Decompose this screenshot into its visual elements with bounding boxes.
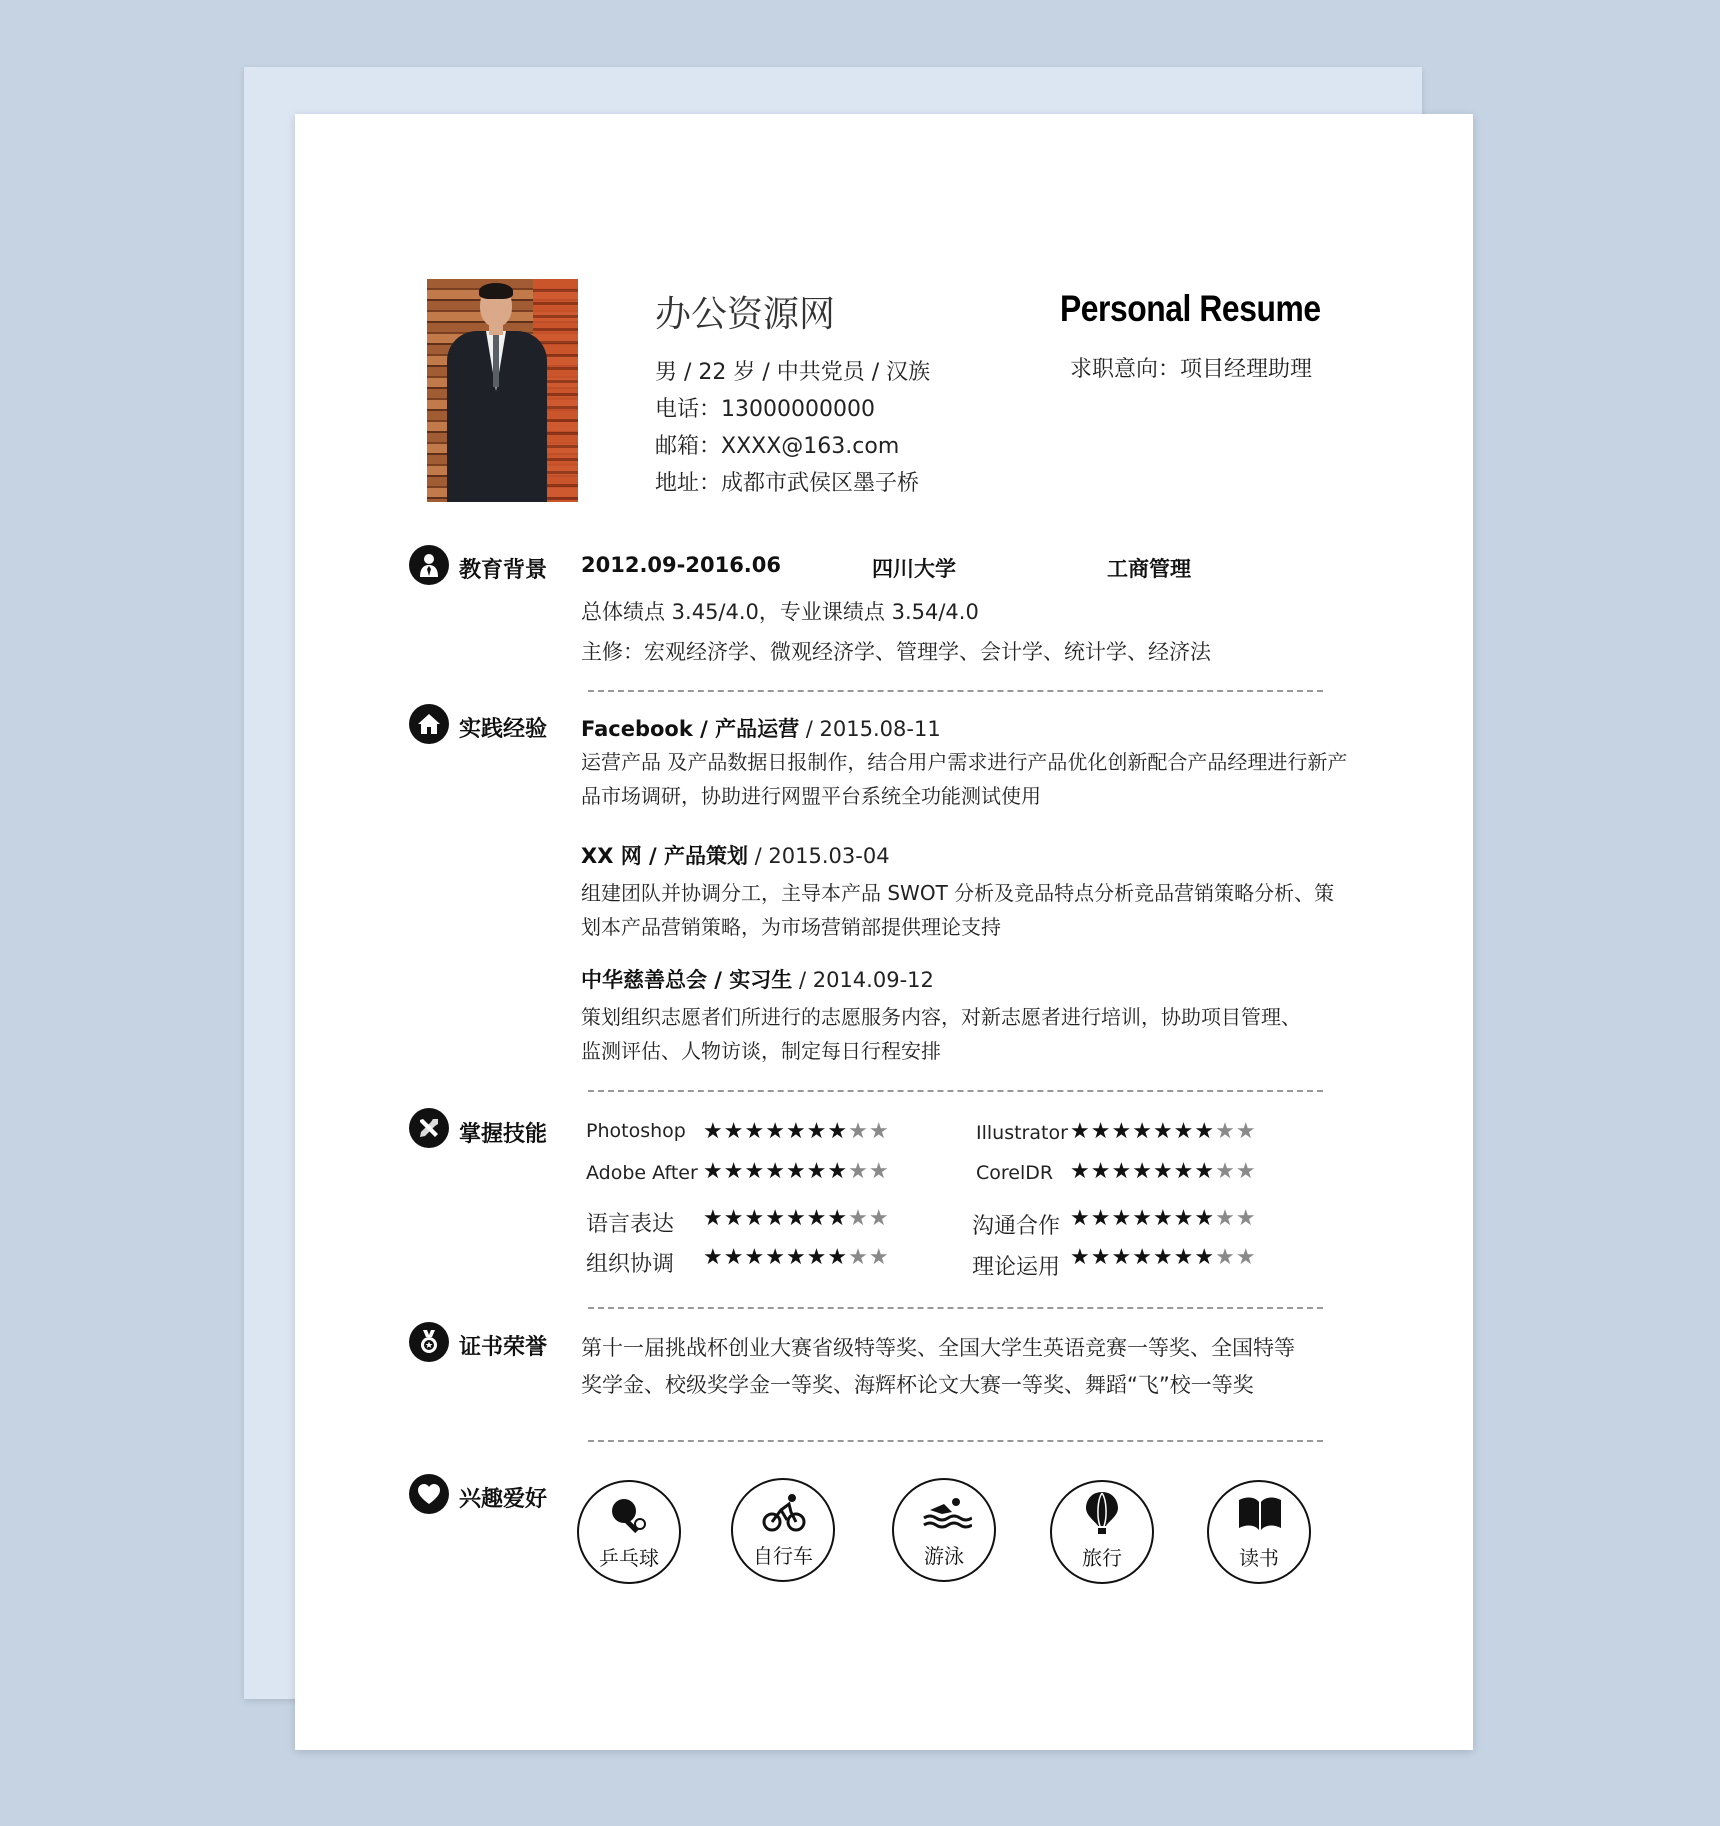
honors-text: 奖学金、校级奖学金一等奖、海辉杯论文大赛一等奖、舞蹈“飞”校一等奖 xyxy=(581,1373,1254,1397)
star-empty-icon: ★ xyxy=(1215,1159,1236,1184)
star-empty-icon: ★ xyxy=(848,1206,869,1231)
star-filled-icon: ★ xyxy=(723,1206,745,1231)
hobby-label: 乒乓球 xyxy=(599,1546,659,1570)
star-filled-icon: ★ xyxy=(1132,1245,1153,1270)
star-empty-icon: ★ xyxy=(1235,1245,1257,1270)
star-filled-icon: ★ xyxy=(765,1245,786,1270)
resume-title: Personal Resume xyxy=(1060,288,1321,329)
star-filled-icon: ★ xyxy=(1152,1119,1174,1144)
star-filled-icon: ★ xyxy=(744,1245,766,1270)
star-filled-icon: ★ xyxy=(785,1119,807,1144)
star-filled-icon: ★ xyxy=(703,1159,724,1184)
education-period: 2012.09-2016.06 xyxy=(581,553,782,577)
star-empty-icon: ★ xyxy=(848,1119,869,1144)
skill-rating xyxy=(1070,1206,1257,1231)
star-empty-icon: ★ xyxy=(868,1119,890,1144)
skill-name: 组织协调 xyxy=(586,1252,675,1277)
section-title-honors: 证书荣誉 xyxy=(459,1335,548,1360)
hobby-bicycle xyxy=(731,1478,835,1582)
star-filled-icon: ★ xyxy=(1132,1159,1153,1184)
star-filled-icon: ★ xyxy=(785,1206,807,1231)
star-filled-icon: ★ xyxy=(1194,1245,1216,1270)
experience-date: / 2015.08-11 xyxy=(799,717,941,741)
education-school: 四川大学 xyxy=(872,557,956,581)
star-filled-icon: ★ xyxy=(765,1159,786,1184)
star-filled-icon: ★ xyxy=(827,1159,849,1184)
star-filled-icon: ★ xyxy=(1111,1119,1133,1144)
skill-rating xyxy=(703,1159,890,1184)
phone: 电话：13000000000 xyxy=(655,397,875,422)
experience-desc: 组建团队并协调分工，主导本产品 SWOT 分析及竞品特点分析竞品营销策略分析、策 xyxy=(581,881,1335,905)
star-filled-icon: ★ xyxy=(785,1159,807,1184)
section-title-experience: 实践经验 xyxy=(459,717,548,742)
star-filled-icon: ★ xyxy=(1090,1245,1112,1270)
house-icon xyxy=(409,704,449,744)
star-filled-icon: ★ xyxy=(1132,1119,1153,1144)
star-empty-icon: ★ xyxy=(1215,1245,1236,1270)
star-filled-icon: ★ xyxy=(1070,1159,1091,1184)
divider xyxy=(588,1090,1323,1092)
star-filled-icon: ★ xyxy=(1173,1159,1195,1184)
star-filled-icon: ★ xyxy=(765,1206,786,1231)
person-icon xyxy=(409,545,449,585)
skill-name: 理论运用 xyxy=(972,1255,1061,1280)
experience-org-role: 中华慈善总会 / 实习生 xyxy=(581,968,793,992)
star-filled-icon: ★ xyxy=(1070,1206,1091,1231)
star-empty-icon: ★ xyxy=(1235,1206,1257,1231)
star-filled-icon: ★ xyxy=(1173,1245,1195,1270)
experience-heading-1 xyxy=(581,713,941,743)
star-filled-icon: ★ xyxy=(1194,1119,1216,1144)
hobby-label: 旅行 xyxy=(1082,1546,1122,1570)
star-empty-icon: ★ xyxy=(1215,1206,1236,1231)
heart-icon xyxy=(409,1474,449,1514)
address: 地址：成都市武侯区墨子桥 xyxy=(655,471,920,496)
star-filled-icon: ★ xyxy=(765,1119,786,1144)
hobby-reading xyxy=(1207,1480,1311,1584)
star-filled-icon: ★ xyxy=(806,1206,828,1231)
star-filled-icon: ★ xyxy=(1173,1206,1195,1231)
experience-desc: 运营产品 及产品数据日报制作，结合用户需求进行产品优化创新配合产品经理进行新产 xyxy=(581,750,1348,774)
star-filled-icon: ★ xyxy=(827,1206,849,1231)
star-filled-icon: ★ xyxy=(1090,1119,1112,1144)
experience-org-role: XX 网 / 产品策划 xyxy=(581,844,748,868)
star-filled-icon: ★ xyxy=(1152,1206,1174,1231)
hobby-label: 游泳 xyxy=(924,1544,964,1568)
medal-icon xyxy=(409,1322,449,1362)
experience-desc: 品市场调研，协助进行网盟平台系统全功能测试使用 xyxy=(581,784,1041,808)
basic-info: 男 / 22 岁 / 中共党员 / 汉族 xyxy=(655,360,931,385)
star-filled-icon: ★ xyxy=(744,1159,766,1184)
experience-desc: 划本产品营销策略，为市场营销部提供理论支持 xyxy=(581,915,1001,939)
star-filled-icon: ★ xyxy=(1194,1159,1216,1184)
star-empty-icon: ★ xyxy=(1235,1119,1257,1144)
divider xyxy=(588,1307,1323,1309)
hobby-ping-pong xyxy=(577,1480,681,1584)
star-filled-icon: ★ xyxy=(744,1119,766,1144)
section-title-education: 教育背景 xyxy=(459,558,548,583)
hot-air-balloon-icon xyxy=(1082,1490,1122,1538)
experience-org-role: Facebook / 产品运营 xyxy=(581,717,800,741)
email: 邮箱：XXXX@163.com xyxy=(655,434,900,459)
star-filled-icon: ★ xyxy=(806,1159,828,1184)
skill-rating xyxy=(703,1119,890,1144)
star-filled-icon: ★ xyxy=(1090,1159,1112,1184)
star-filled-icon: ★ xyxy=(806,1245,828,1270)
skill-name: CorelDR xyxy=(976,1162,1054,1184)
section-title-skills: 掌握技能 xyxy=(459,1122,548,1147)
star-empty-icon: ★ xyxy=(848,1159,869,1184)
education-gpa: 总体绩点 3.45/4.0，专业课绩点 3.54/4.0 xyxy=(581,600,979,624)
job-intent: 求职意向：项目经理助理 xyxy=(1070,357,1313,382)
star-filled-icon: ★ xyxy=(1111,1159,1133,1184)
hobby-label: 读书 xyxy=(1239,1546,1279,1570)
star-filled-icon: ★ xyxy=(806,1119,828,1144)
star-filled-icon: ★ xyxy=(1070,1119,1091,1144)
star-empty-icon: ★ xyxy=(1235,1159,1257,1184)
star-filled-icon: ★ xyxy=(827,1119,849,1144)
swimming-icon xyxy=(922,1492,972,1536)
skill-rating xyxy=(1070,1245,1257,1270)
hobby-swimming xyxy=(892,1478,996,1582)
experience-heading-3 xyxy=(581,964,934,994)
education-courses: 主修：宏观经济学、微观经济学、管理学、会计学、统计学、经济法 xyxy=(581,640,1211,664)
ping-pong-icon xyxy=(607,1494,651,1538)
star-filled-icon: ★ xyxy=(1111,1206,1133,1231)
bicycle-icon xyxy=(761,1492,807,1536)
experience-heading-2 xyxy=(581,840,890,870)
skill-name: Adobe After xyxy=(586,1162,698,1184)
star-empty-icon: ★ xyxy=(868,1159,890,1184)
star-filled-icon: ★ xyxy=(1152,1159,1174,1184)
profile-photo xyxy=(427,279,578,502)
candidate-name: 办公资源网 xyxy=(655,294,836,335)
experience-desc: 监测评估、人物访谈，制定每日行程安排 xyxy=(581,1039,941,1063)
skill-name: 语言表达 xyxy=(586,1212,675,1237)
hobby-travel xyxy=(1050,1480,1154,1584)
star-filled-icon: ★ xyxy=(703,1206,724,1231)
experience-date: / 2014.09-12 xyxy=(792,968,934,992)
skill-name: Photoshop xyxy=(586,1120,686,1142)
star-empty-icon: ★ xyxy=(868,1245,890,1270)
skill-rating xyxy=(1070,1159,1257,1184)
star-filled-icon: ★ xyxy=(1090,1206,1112,1231)
star-filled-icon: ★ xyxy=(785,1245,807,1270)
experience-desc: 策划组织志愿者们所进行的志愿服务内容，对新志愿者进行培训，协助项目管理、 xyxy=(581,1005,1301,1029)
star-filled-icon: ★ xyxy=(703,1119,724,1144)
star-filled-icon: ★ xyxy=(723,1119,745,1144)
star-filled-icon: ★ xyxy=(1111,1245,1133,1270)
star-filled-icon: ★ xyxy=(1070,1245,1091,1270)
star-filled-icon: ★ xyxy=(723,1245,745,1270)
star-filled-icon: ★ xyxy=(1173,1119,1195,1144)
star-empty-icon: ★ xyxy=(868,1206,890,1231)
divider xyxy=(588,690,1323,692)
star-filled-icon: ★ xyxy=(723,1159,745,1184)
star-filled-icon: ★ xyxy=(1152,1245,1174,1270)
star-filled-icon: ★ xyxy=(1132,1206,1153,1231)
tools-icon xyxy=(409,1108,449,1148)
skill-rating xyxy=(703,1245,890,1270)
honors-text: 第十一届挑战杯创业大赛省级特等奖、全国大学生英语竞赛一等奖、全国特等 xyxy=(581,1336,1295,1360)
star-empty-icon: ★ xyxy=(848,1245,869,1270)
book-icon xyxy=(1237,1494,1283,1534)
skill-name: Illustrator xyxy=(976,1122,1068,1144)
skill-rating xyxy=(1070,1119,1257,1144)
star-filled-icon: ★ xyxy=(1194,1206,1216,1231)
education-major: 工商管理 xyxy=(1107,557,1191,581)
divider xyxy=(588,1440,1323,1442)
experience-date: / 2015.03-04 xyxy=(748,844,890,868)
star-empty-icon: ★ xyxy=(1215,1119,1236,1144)
skill-name: 沟通合作 xyxy=(972,1214,1061,1239)
skill-rating xyxy=(703,1206,890,1231)
section-title-hobbies: 兴趣爱好 xyxy=(459,1487,548,1512)
star-filled-icon: ★ xyxy=(744,1206,766,1231)
star-filled-icon: ★ xyxy=(827,1245,849,1270)
star-filled-icon: ★ xyxy=(703,1245,724,1270)
hobby-label: 自行车 xyxy=(753,1544,813,1568)
